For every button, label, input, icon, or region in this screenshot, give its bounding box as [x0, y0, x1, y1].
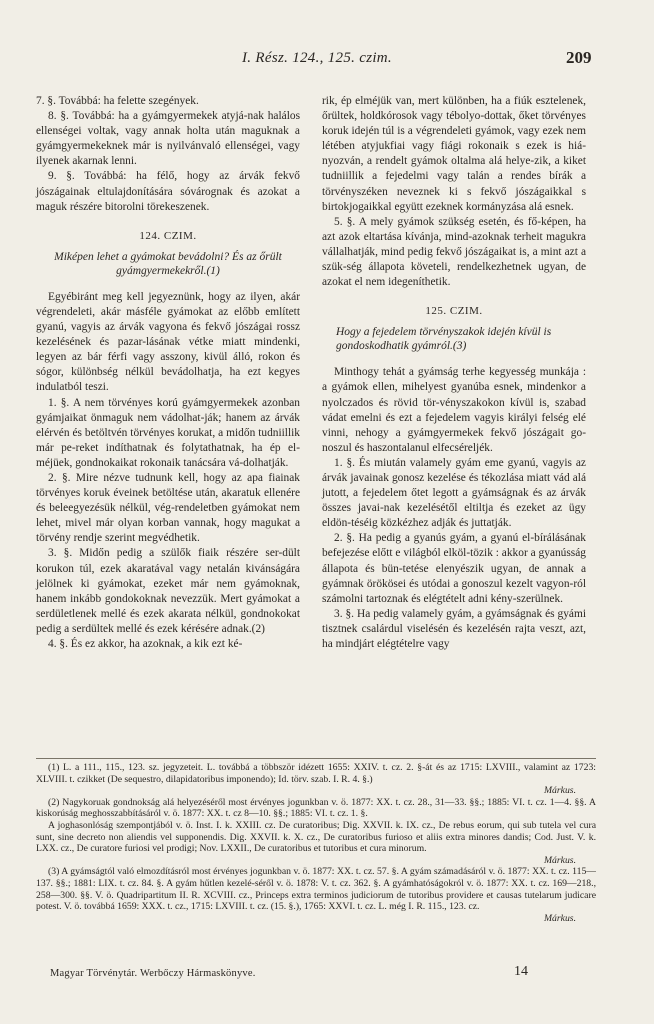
page-footer [36, 966, 596, 982]
footnote-signature: Márkus. [543, 854, 576, 866]
running-title: I. Rész. 124., 125. czim. [242, 50, 392, 66]
footnote: (3) A gyámságtól való elmozdításról most érvényes jogunkban v. ö. 1877: XX. t. cz. 57. §. A gyám számadásáról v. ö. 1877: XX. t. cz. 115—137. §§.; 1881: LIX. t. cz. 84. §. A gyám hűtlen kezelé-séről v. ö. 1878: V. t. cz. 362. §. A gyámhatóságokról v. ö. 1877: XX. t. cz. 169—218., 258—300. §§. V. ö. Quadripartitum II. R. XCVIII. cz., Princeps extra terminos judiciorum de tutoribus providere et causas tutelarum judicare potest. V. ö. továbbá 1659: XXX. t. cz., 1715: LXVIII. t. cz. (15. §.), 1765: XXVI. t. cz. L. még I. R. 115., 123. cz. [36, 866, 596, 913]
footnotes [36, 762, 596, 924]
paragraph: 3. §. Midőn pedig a szülők fiaik részére ser-dült korukon túl, ezek akaratával vagy netalán kivánságára jelölnek ki gyámokat, ezeket már nem gyámoknak, hanem inkább gondokoknak nevezzük. Mert gyámokat a serdületlenek mellé és ezek akarata nélkül, gondnokokat pedig a serdültek mellé és ezek kérésére adnak.(2) [36, 547, 300, 635]
section-title: Miképen lehet a gyámokat bevádolni? És az őrült gyámgyermekekről.(1) [54, 250, 282, 277]
paragraph: 7. §. Továbbá: ha felette szegények. [36, 95, 199, 107]
book-name: Magyar Törvénytár. Werbőczy Hármaskönyve. [50, 968, 256, 979]
footnote: A joghasonlóság szempontjából v. ö. Inst. I. k. XXIII. cz. De curatoribus; Dig. XXVII. k. IX. cz., De rebus eorum, qui sub tutela vel cura sunt, sine decreto non aliendis vel supponendis. Dig. XXVII. k. X. cz., De curatoribus furioso et aliis extra minores dandis; Cod. Just. V. k. LXX. cz., De curatore furiosi vel prodigi; Nov. LXXII., De curatoribus et tutoribus et cura minorum. [36, 819, 596, 855]
footnote-divider [36, 758, 596, 759]
right-column [322, 94, 586, 652]
paragraph: 8. §. Továbbá: ha a gyámgyermekek atyjá-nak halálos ellenségei voltak, vagy annak holta után maguknak a gyámgyermekeknek már is nyilvánvaló ellenségei, vagy ilyenek akarnak lenni. [36, 110, 300, 168]
paragraph: 2. §. Ha pedig a gyanús gyám, a gyanú el-bírálásának befejezése előtt e világból elköl-tözik : akkor a gyanússág állapota és bün-tetése elenyészik ugyan, de annak a gyámnak örökösei és utódai a gonoszul kezelt vagyon-ról számolni tartoznak és elégtételt adni kény-szerülnek. [322, 532, 586, 605]
paragraph: Egyébiránt meg kell jegyeznünk, hogy az ilyen, akár végrendeleti, akár másféle gyámokat az előbb említett gyanú, vagyis az árvák vagyona és fekvő jószágai rossz kezelésének és pazar-lásának vétke miatt mindenki, legyen az bár férfi vagy asszony, kivül álló, rokon és sógor, különbség nélkül bevádolhatja, ha ezt kegyes indulatból teszi. [36, 290, 300, 394]
paragraph: 1. §. A nem törvényes korú gyámgyermekek azonban gyámjaikat önmaguk nem vádolhat-ják; hanem az árvák elérvén és betöltvén törvényes korukat, a midőn tudniillik már pe-reket indíthatnak és folytathatnak, ha ép el-méjüek, gondnokaikat rokonaik tanácsára vá-dolhatják. [36, 396, 300, 469]
paragraph: Minthogy tehát a gyámság terhe kegyesség munkája : a gyámok ellen, mihelyest gyanúba esnek, mindenkor a nyolczados és rövid tör-vényszakokon kívül is, szabad vádat emelni és ezt a fejedelem vagyis királyi felség elé vinni, nehogy a gyámgyermekek fekvő jószágait go-noszul és haszontalanul elfecséreljék. [322, 366, 586, 454]
footnote-signature: Márkus. [543, 785, 576, 797]
paragraph: 5. §. A mely gyámok szükség esetén, és fő-képen, ha azt azok eltartása kívánja, mind-azoknak terheit magukra vállalhatják, mind pedig fekvő jószágaikat is, a mint azt a szük-ség állapota követeli, rendelkezhetnek ugyan, de azokat el nem idegeníthetik. [322, 215, 586, 289]
page-header [36, 50, 634, 70]
paragraph: 1. §. És miután valamely gyám eme gyanú, vagyis az árvák javainak gonosz kezelése és tékozlása miatt vád alá jutott, a fejedelem őtet legott a gyámságnak és az árvák összes javai-nak kezelésétől eltiltja és ezeket az ügy eldön-téséig közkézhez adják és juttatják. [322, 456, 586, 530]
section-heading: 125. CZIM. [425, 305, 483, 318]
page-number: 209 [566, 48, 592, 67]
paragraph: 9. §. Továbbá: ha félő, hogy az árvák fekvő jószágainak eltulajdonítására sóvárognak és azokat a maguk részére bitorolni törekeszenek. [36, 170, 300, 213]
section-title: Hogy a fejedelem törvényszakok idején kívül is gondoskodhatik gyámról.(3) [336, 326, 552, 353]
paragraph: 4. §. És ez akkor, ha azoknak, a kik ezt ké- [48, 638, 243, 650]
paragraph: 2. §. Mire nézve tudnunk kell, hogy az apa fiainak törvényes koruk éveinek betöltése után, akaratuk ellenére és beleegyezésük nélkül, vég-rendeletben gyámokat nem lehet, mivel már olyan korban vannak, hogy magukat a törvény rendje szerint megvédhetik. [36, 471, 300, 545]
paragraph: rik, ép elméjük van, mert különben, ha a fiúk esztelenek, őrültek, holdkórosok vagy tébolyo-dottak, őket törvényes koruk idején túl is a végrendeleti gyámok, vagy ezek nem létében atyjukfiai vagy fiági rokonaik s ezek is hiá-nyozván, a rendelt gyámok oltalma alá helye-zik, a kiket tudniillik a fejedelmi vagy talán a rendes bírák a törvényszéken neveznek ki s fekvő jószágaikkal s birtokjogaikkal együtt ezeknek kormányzása alá esnek. [322, 95, 586, 213]
left-column [36, 94, 300, 652]
footnote: (1) L. a 111., 115., 123. sz. jegyzeteit. L. továbbá a többször idézett 1655: XXIV. t. cz. 2. §-át és az 1715: LXVIII., valamint az 1723: XLVIII. t. czikket (De sequestro, dilapidatoribus imponendo); Id. törv. szab. I. R. 4. §.) [36, 762, 596, 785]
footnote-signature: Márkus. [543, 912, 576, 924]
footnote: (2) Nagykoruak gondnokság alá helyezéséről most érvényes jogunkban v. ö. 1877: XX. t. cz. 28., 31—33. §§.; 1885: VI. t. cz. 1—4. §§. A kiskorúság meghosszabbításáról v. ö. 1877: XX. t. cz 8—10. §§.; 1885: VI. t. cz. 1. §. [36, 796, 596, 820]
sheet-number: 14 [514, 964, 528, 979]
paragraph: 3. §. Ha pedig valamely gyám, a gyámságnak és gyámi tisztnek csalárdul viselésén és kezelésén rajta veszt, azt, ha mindjárt elégtételre vagy [322, 607, 586, 650]
section-heading: 124. CZIM. [139, 229, 197, 242]
